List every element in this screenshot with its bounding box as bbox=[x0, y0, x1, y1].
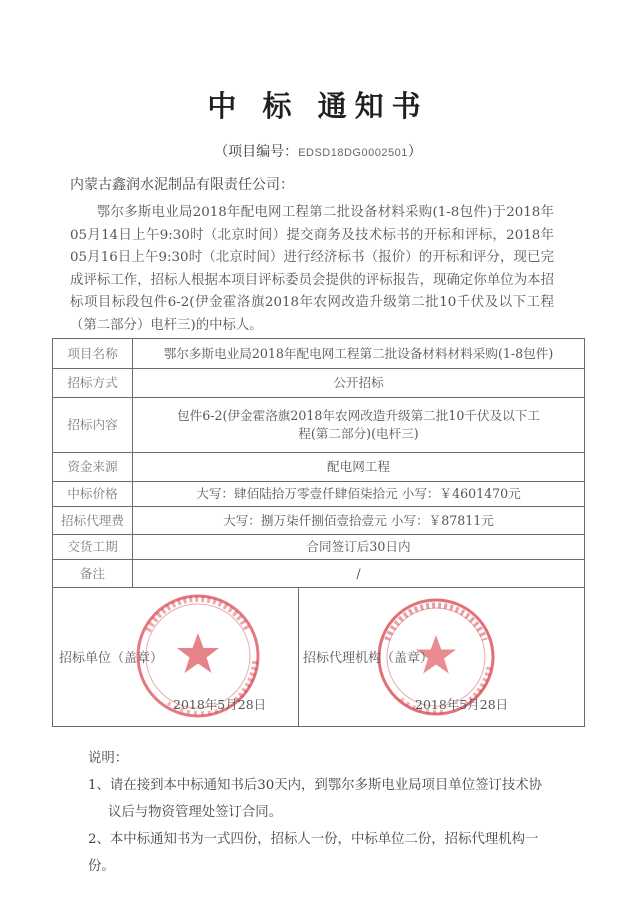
note-item-1-continued: 议后与物资管理处签订合同。 bbox=[108, 805, 283, 820]
notes-section bbox=[88, 745, 558, 880]
project-number-label: （项目编号： bbox=[214, 144, 299, 160]
row-value-fund-source: 配电网工程 bbox=[133, 453, 585, 482]
recipient: 内蒙古鑫润水泥制品有限责任公司： bbox=[70, 177, 294, 193]
row-label-tender-content: 招标内容 bbox=[53, 398, 133, 453]
row-label-remarks: 备注 bbox=[53, 560, 133, 588]
table-row bbox=[53, 339, 585, 369]
table-row bbox=[53, 398, 585, 453]
project-number-line bbox=[0, 141, 636, 161]
table-row bbox=[53, 535, 585, 560]
document-title: 中 标 通知书 bbox=[207, 89, 429, 123]
project-number-close: ） bbox=[407, 144, 422, 160]
row-label-agency-fee: 招标代理费 bbox=[53, 507, 133, 535]
row-value-delivery-period: 合同签订后30日内 bbox=[133, 535, 585, 560]
row-label-tender-method: 招标方式 bbox=[53, 369, 133, 398]
agency-signature-date: 2018年5月28日 bbox=[415, 697, 509, 712]
row-value-tender-content: 包件6-2(伊金霍洛旗2018年农网改造升级第二批10千伏及以下工程(第二部分)(电杆三) bbox=[133, 398, 585, 453]
table-row bbox=[53, 482, 585, 507]
row-label-project-name: 项目名称 bbox=[53, 339, 133, 369]
body-paragraph: 鄂尔多斯电业局2018年配电网工程第二批设备材料采购(1-8包件)于2018年05月14日上午9:30时（北京时间）提交商务及技术标书的开标和评标，2018年05月16日上午9:30时（北京时间）进行经济标书（报价）的开标和评分，现已完成评标工作，招标人根据本项目评标委员会提供的评标报告，现确定你单位为本招标项目标段包件6-2(伊金霍洛旗2018年农网改造升级第二批10千伏及以下工程（第二部分）电杆三)的中标人。 bbox=[70, 205, 554, 333]
award-info-table bbox=[52, 338, 585, 588]
table-row bbox=[53, 560, 585, 588]
project-number: EDSD18DG0002501 bbox=[298, 147, 408, 159]
row-value-agency-fee: 大写：捌万柒仟捌佰壹拾壹元 小写：￥87811元 bbox=[133, 507, 585, 535]
signature-area bbox=[52, 587, 585, 727]
row-value-project-name: 鄂尔多斯电业局2018年配电网工程第二批设备材料材料采购(1-8包件) bbox=[133, 339, 585, 369]
tenderer-signature-label: 招标单位（盖章） bbox=[59, 651, 164, 666]
table-row bbox=[53, 453, 585, 482]
notes-heading: 说明： bbox=[88, 751, 129, 766]
note-item-1: 1、请在接到本中标通知书后30天内，到鄂尔多斯电业局项目单位签订技术协 bbox=[88, 778, 543, 793]
signature-divider bbox=[298, 587, 299, 726]
agency-signature-label: 招标代理机构（盖章） bbox=[303, 651, 434, 666]
table-row bbox=[53, 369, 585, 398]
note-item-2: 2、本中标通知书为一式四份，招标人一份，中标单位二份，招标代理机构一份。 bbox=[88, 832, 539, 874]
tenderer-signature-date: 2018年5月28日 bbox=[173, 697, 267, 712]
row-value-remarks: / bbox=[133, 560, 585, 588]
row-label-delivery-period: 交货工期 bbox=[53, 535, 133, 560]
row-value-bid-price: 大写：肆佰陆拾万零壹仟肆佰柒拾元 小写：￥4601470元 bbox=[133, 482, 585, 507]
row-label-fund-source: 资金来源 bbox=[53, 453, 133, 482]
row-value-tender-method: 公开招标 bbox=[133, 369, 585, 398]
table-row bbox=[53, 507, 585, 535]
row-label-bid-price: 中标价格 bbox=[53, 482, 133, 507]
